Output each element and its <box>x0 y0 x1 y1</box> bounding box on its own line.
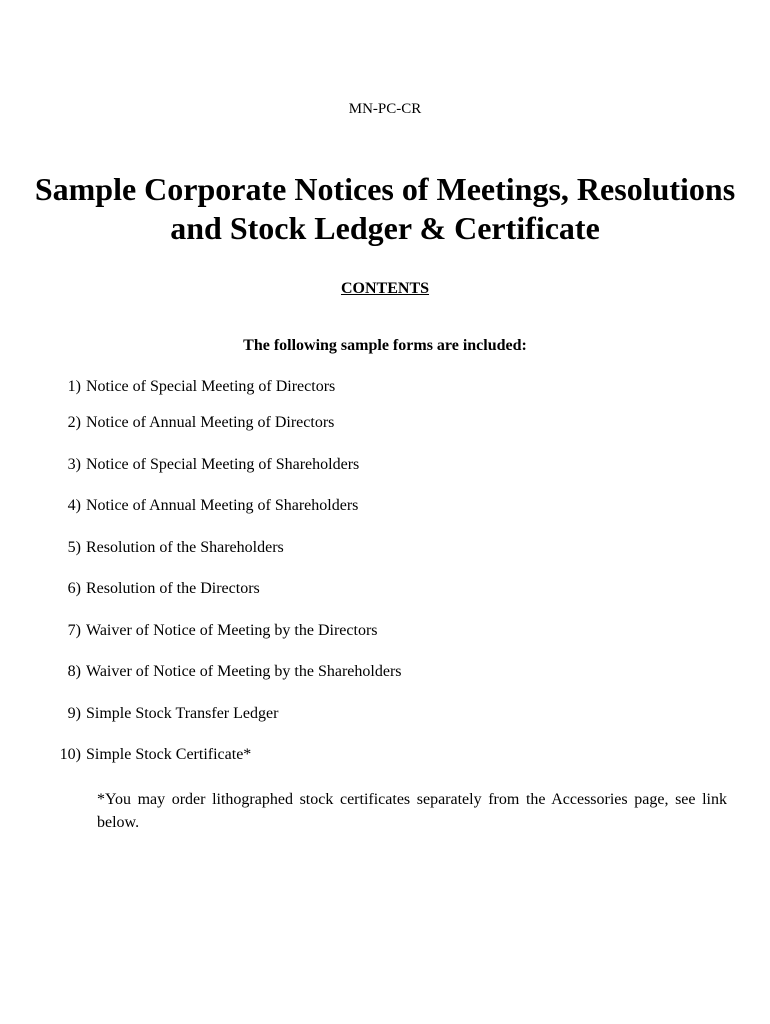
item-number: 2) <box>67 414 81 431</box>
list-item <box>0 414 700 432</box>
intro-text: The following sample forms are included: <box>243 337 527 354</box>
item-number: 1) <box>67 378 81 395</box>
item-text: Waiver of Notice of Meeting by the Shareholders <box>86 663 402 680</box>
document-code: MN-PC-CR <box>348 101 422 117</box>
item-number: 3) <box>67 456 81 473</box>
item-text: Notice of Special Meeting of Shareholders <box>86 456 360 473</box>
item-text: Notice of Annual Meeting of Directors <box>86 414 335 431</box>
list-item <box>0 539 700 557</box>
item-text: Resolution of the Directors <box>86 580 260 597</box>
item-text: Waiver of Notice of Meeting by the Directors <box>86 622 378 639</box>
list-item <box>0 705 700 723</box>
title-line-1: Sample Corporate Notices of Meetings, Resolutions <box>34 171 736 207</box>
contents-heading: CONTENTS <box>340 280 430 297</box>
item-text: Simple Stock Certificate* <box>86 746 252 763</box>
list-item <box>0 456 700 474</box>
title-line-2: and Stock Ledger & Certificate <box>170 210 600 246</box>
item-text: Simple Stock Transfer Ledger <box>86 705 279 722</box>
item-text: Notice of Annual Meeting of Shareholders <box>86 497 359 514</box>
document-title <box>0 170 770 248</box>
footnote: *You may order lithographed stock certificates separately from the Accessories page, see link below. <box>97 791 727 831</box>
list-item <box>0 746 700 764</box>
item-text: Resolution of the Shareholders <box>86 539 284 556</box>
list-item <box>0 580 700 598</box>
list-item <box>0 497 700 515</box>
item-number: 6) <box>67 580 81 597</box>
list-item <box>0 622 700 640</box>
item-number: 9) <box>67 705 81 722</box>
item-number: 10) <box>59 746 81 763</box>
item-text: Notice of Special Meeting of Directors <box>86 378 336 395</box>
item-number: 4) <box>67 497 81 514</box>
item-number: 8) <box>67 663 81 680</box>
list-item <box>0 378 700 396</box>
list-item <box>0 663 700 681</box>
item-number: 5) <box>67 539 81 556</box>
item-number: 7) <box>67 622 81 639</box>
